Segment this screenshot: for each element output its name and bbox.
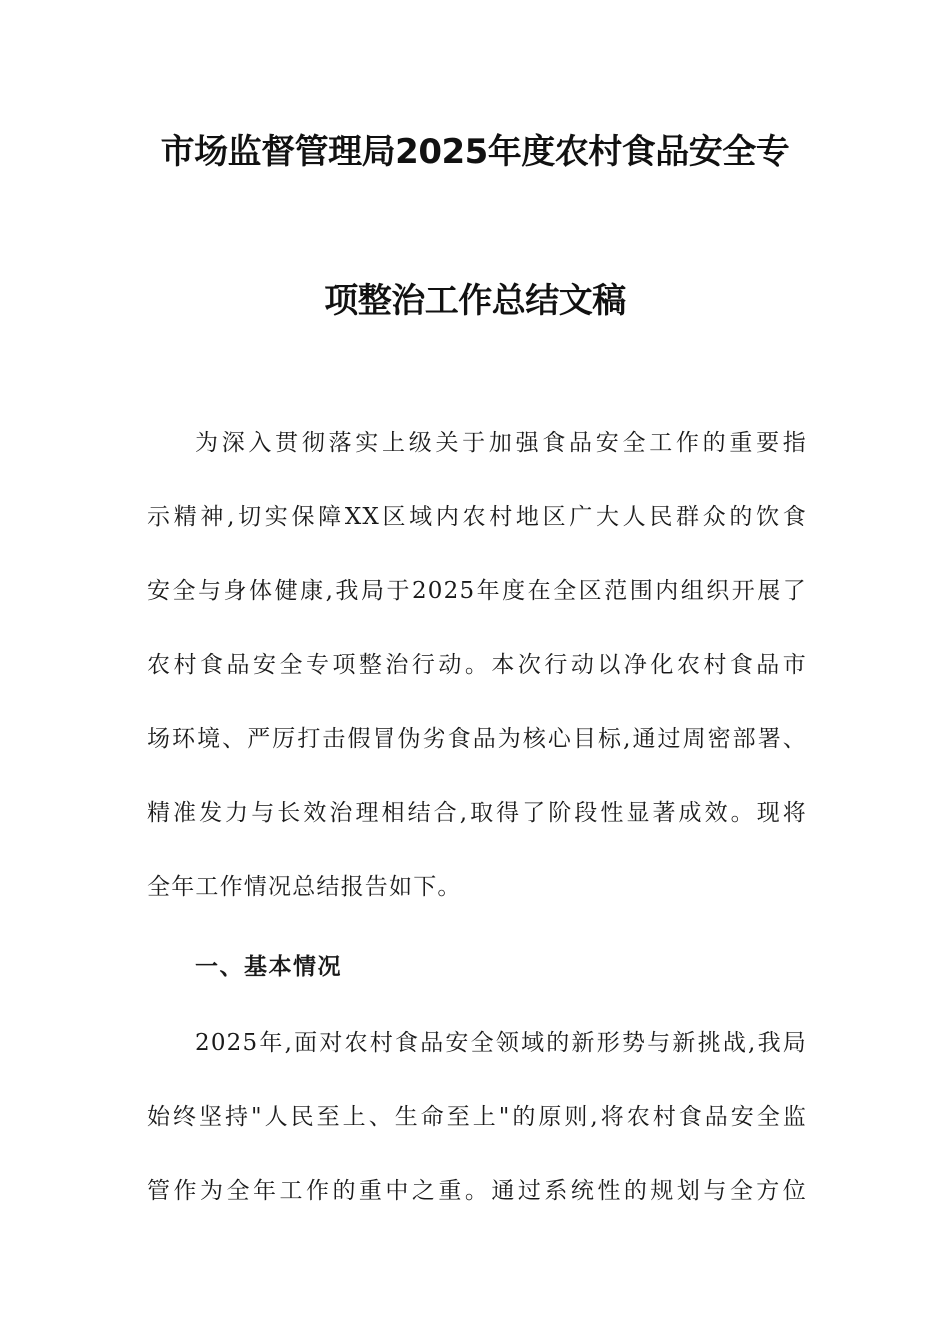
section-line-1: 2025年,面对农村食品安全领域的新形势与新挑战,我局: [195, 1030, 807, 1056]
intro-line-1: 为深入贯彻落实上级关于加强食品安全工作的重要指: [195, 430, 807, 456]
intro-line-2: 示精神,切实保障XX区域内农村地区广大人民群众的饮食: [147, 504, 807, 530]
document-title-line-2: 项整治工作总结文稿: [324, 281, 626, 321]
section-line-3: 管作为全年工作的重中之重。通过系统性的规划与全方位: [147, 1178, 807, 1204]
intro-line-3: 安全与身体健康,我局于2025年度在全区范围内组织开展了: [147, 578, 807, 604]
section-line-2: 始终坚持"人民至上、生命至上"的原则,将农村食品安全监: [147, 1104, 807, 1130]
document-title-line-1: 市场监督管理局2025年度农村食品安全专: [160, 132, 790, 172]
intro-line-6: 精准发力与长效治理相结合,取得了阶段性显著成效。现将: [147, 800, 807, 826]
section-heading: 一、基本情况: [195, 954, 342, 980]
intro-line-5: 场环境、严厉打击假冒伪劣食品为核心目标,通过周密部署、: [147, 726, 807, 752]
intro-line-4: 农村食品安全专项整治行动。本次行动以净化农村食品市: [147, 652, 807, 678]
intro-line-7: 全年工作情况总结报告如下。: [147, 874, 462, 900]
